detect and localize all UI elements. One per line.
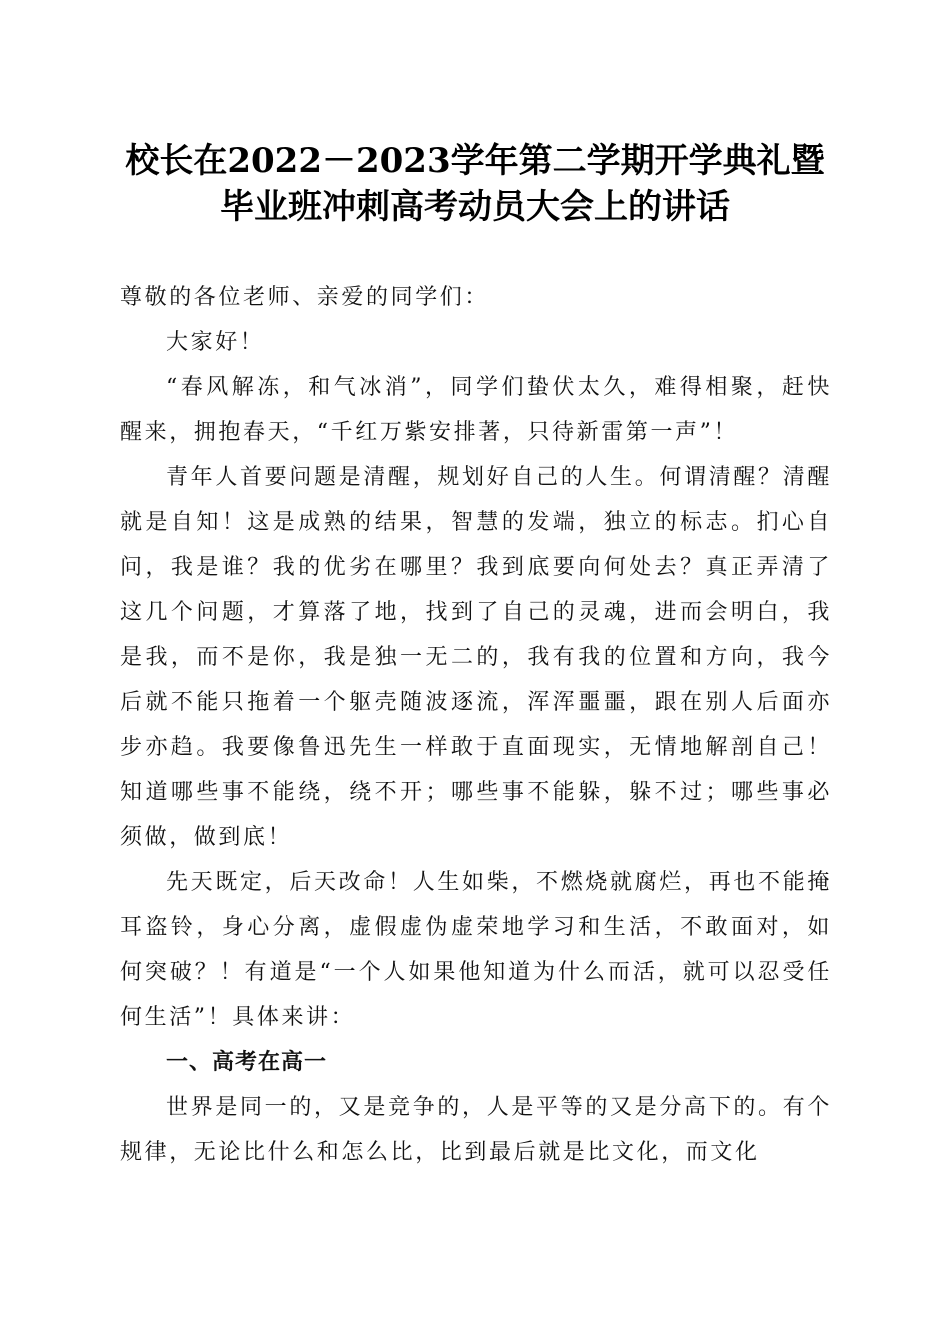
speech-body (120, 275, 832, 1175)
section-heading: 一、高考在高一 (166, 1050, 328, 1075)
title-line-2: 毕业班冲刺高考动员大会上的讲话 (220, 187, 730, 227)
paragraph-2: 青年人首要问题是清醒，规划好自己的人生。何谓清醒？清醒就是自知！这是成熟的结果，智慧的发端，独立的标志。扪心自问，我是谁？我的优劣在哪里？我到底要向何处去？真正弄清了这几个问题，才算落了地，找到了自己的灵魂，进而会明白，我是我，而不是你，我是独一无二的，我有我的位置和方向，我今后就不能只拖着一个躯壳随波逐流，浑浑噩噩，跟在别人后面亦步亦趋。我要像鲁迅先生一样敢于直面现实，无情地解剖自己！知道哪些事不能绕，绕不开；哪些事不能躲，躲不过；哪些事必须做，做到底！ (120, 465, 832, 850)
section-paragraph: 世界是同一的，又是竞争的，人是平等的又是分高下的。有个规律，无论比什么和怎么比，比到最后就是比文化，而文化 (120, 1095, 832, 1165)
greeting: 大家好！ (166, 330, 265, 355)
paragraph-3: 先天既定，后天改命！人生如柴，不燃烧就腐烂，再也不能掩耳盗铃，身心分离，虚假虚伪虚荣地学习和生活，不敢面对，如何突破？！有道是“一个人如果他知道为什么而活，就可以忍受任何生活”！具体来讲： (120, 870, 832, 1030)
title-line-1: 校长在2022－2023学年第二学期开学典礼暨 (125, 141, 825, 181)
paragraph-1: “春风解冻，和气冰消”，同学们蛰伏太久，难得相聚，赶快醒来，拥抱春天，“千红万紫安排著，只待新雷第一声”！ (120, 375, 832, 445)
salutation: 尊敬的各位老师、亲爱的同学们： (120, 285, 490, 310)
